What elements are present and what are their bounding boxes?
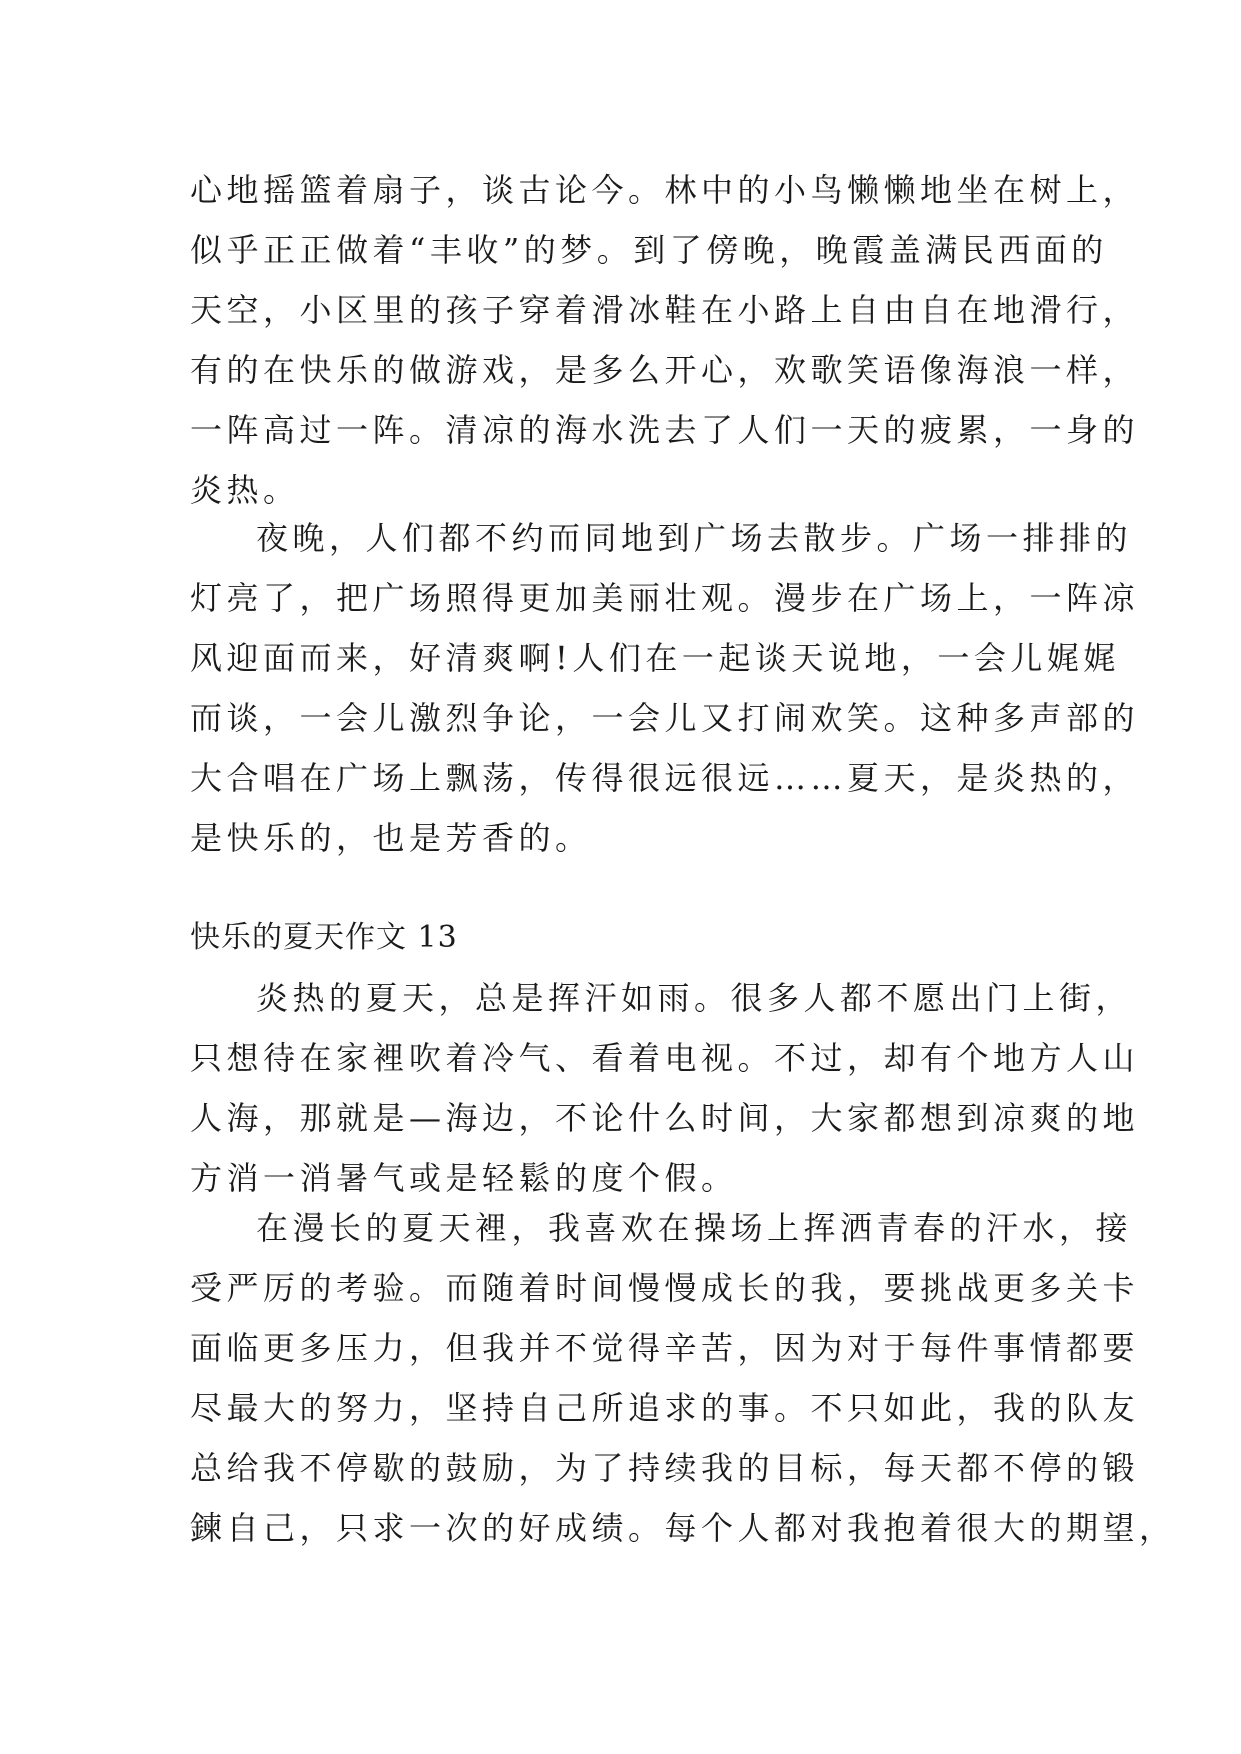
paragraph-13-2 [190,1198,1176,1558]
text-line: 一阵高过一阵。清凉的海水洗去了人们一天的疲累，一身的 [190,411,1140,449]
text-line: 受严厉的考验。而随着时间慢慢成长的我，要挑战更多关卡 [190,1269,1140,1307]
text-line: 有的在快乐的做游戏，是多么开心，欢歌笑语像海浪一样， [190,351,1140,389]
text-line: 总给我不停歇的鼓励，为了持续我的目标，每天都不停的锻 [190,1449,1140,1487]
text-line: 在漫长的夏天裡，我喜欢在操场上挥洒青春的汗水，接 [256,1209,1133,1247]
text-line: 鍊自己，只求一次的好成绩。每个人都对我抱着很大的期望， [190,1509,1176,1547]
text-line: 只想待在家裡吹着冷气、看着电视。不过，却有个地方人山 [190,1039,1140,1077]
paragraph-13-1 [190,968,1140,1208]
text-line: 面临更多压力，但我并不觉得辛苦，因为对于每件事情都要 [190,1329,1140,1367]
paragraph-prev-2 [190,508,1140,868]
text-line: 人海，那就是—海边，不论什么时间，大家都想到凉爽的地 [190,1099,1140,1137]
text-line: 大合唱在广场上飘荡，传得很远很远……夏天，是炎热的， [190,759,1140,797]
section-heading: 快乐的夏天作文 13 [190,920,458,955]
text-line: 灯亮了，把广场照得更加美丽壮观。漫步在广场上，一阵凉 [190,579,1140,617]
text-line: 似乎正正做着“丰收”的梦。到了傍晚，晚霞盖满民西面的 [190,231,1108,269]
text-line: 天空，小区里的孩子穿着滑冰鞋在小路上自由自在地滑行， [190,291,1140,329]
text-line: 风迎面而来，好清爽啊!人们在一起谈天说地，一会儿娓娓 [190,639,1120,677]
text-line: 而谈，一会儿激烈争论，一会儿又打闹欢笑。这种多声部的 [190,699,1140,737]
text-line: 是快乐的，也是芳香的。 [190,819,592,857]
text-line: 炎热。 [190,471,300,509]
text-line: 炎热的夏天，总是挥汗如雨。很多人都不愿出门上街， [256,979,1133,1017]
paragraph-prev-1 [190,160,1140,520]
text-line: 方消一消暑气或是轻鬆的度个假。 [190,1159,738,1197]
text-line: 心地摇篮着扇子，谈古论今。林中的小鸟懒懒地坐在树上， [190,171,1140,209]
text-line: 尽最大的努力，坚持自己所追求的事。不只如此，我的队友 [190,1389,1140,1427]
text-line: 夜晚，人们都不约而同地到广场去散步。广场一排排的 [256,519,1133,557]
